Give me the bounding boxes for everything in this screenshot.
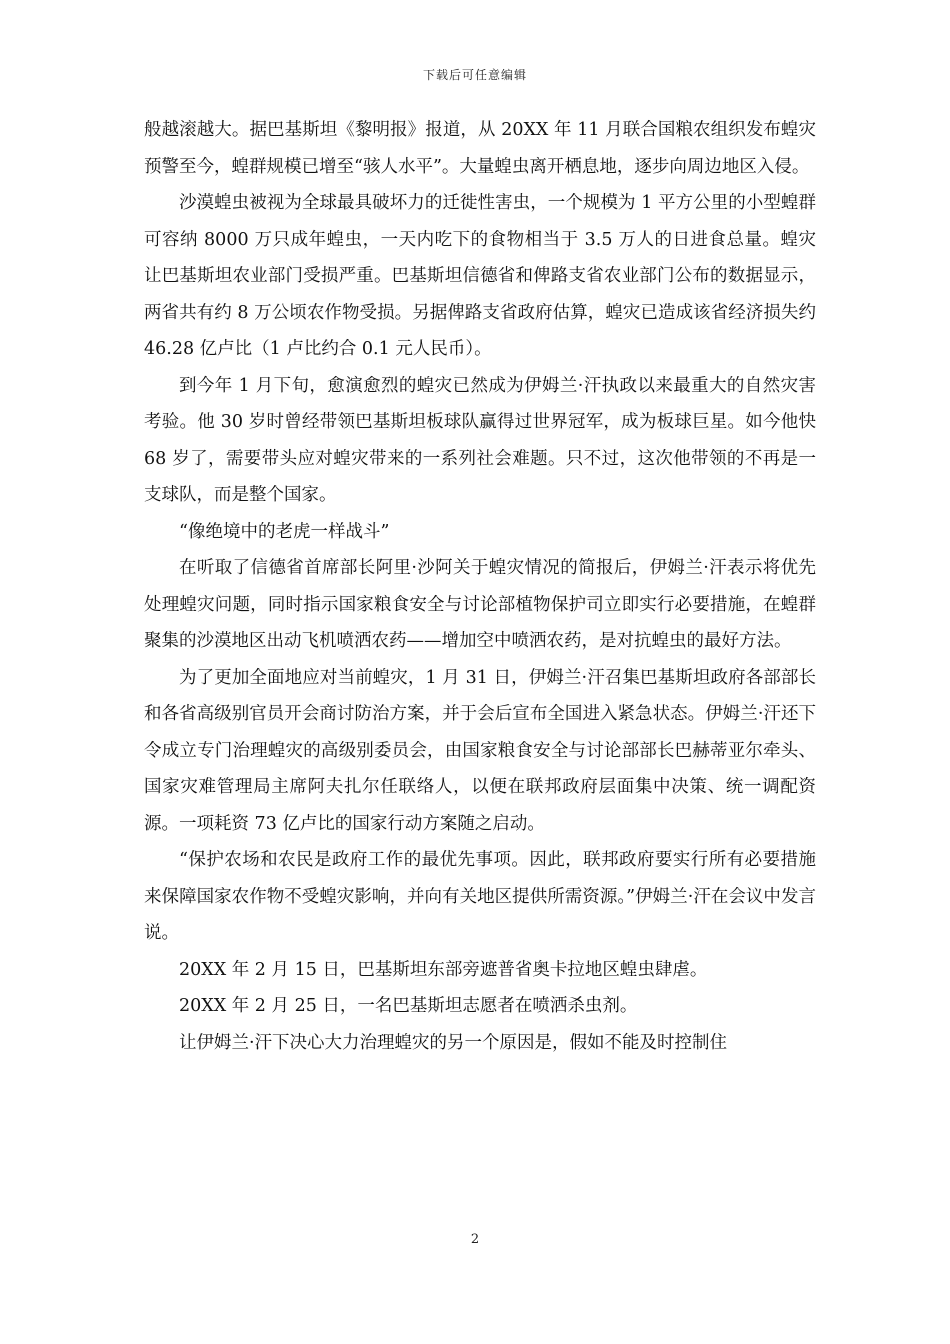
paragraph-1: 般越滚越大。据巴基斯坦《黎明报》报道，从 20XX 年 11 月联合国粮农组织发布蝗灾预警至今，蝗群规模已增至“骇人水平”。大量蝗虫离开栖息地，逐步向周边地区入侵。 — [144, 120, 816, 177]
paragraph-3: 到今年 1 月下旬，愈演愈烈的蝗灾已然成为伊姆兰·汗执政以来最重大的自然灾害考验。他 30 岁时曾经带领巴基斯坦板球队赢得过世界冠军，成为板球巨星。如今他快 68 岁了，需要带头应对蝗灾带来的一系列社会难题。只不过，这次他带领的不再是一支球队，而是整个国家。 — [144, 375, 816, 505]
paragraph-9: 让伊姆兰·汗下决心大力治理蝗灾的另一个原因是，假如不能及时控制住 — [179, 1032, 728, 1053]
paragraph-2: 沙漠蝗虫被视为全球最具破坏力的迁徙性害虫，一个规模为 1 平方公里的小型蝗群可容纳 8000 万只成年蝗虫，一天内吃下的食物相当于 3.5 万人的日进食总量。蝗灾让巴基斯坦农业部门受损严重。巴基斯坦信德省和俾路支省农业部门公布的数据显示，两省共有约 8 万公顷农作物受损。另据俾路支省政府估算，蝗灾已造成该省经济损失约 46.28 亿卢比（1 卢比约合 0.1 元人民币）。 — [144, 193, 816, 359]
paragraph-8-caption: 20XX 年 2 月 25 日，一名巴基斯坦志愿者在喷洒杀虫剂。 — [179, 996, 638, 1016]
document-body — [144, 112, 816, 1061]
paragraph-7-caption: 20XX 年 2 月 15 日，巴基斯坦东部旁遮普省奥卡拉地区蝗虫肆虐。 — [179, 959, 708, 980]
paragraph-5: 为了更加全面地应对当前蝗灾，1 月 31 日，伊姆兰·汗召集巴基斯坦政府各部部长和各省高级别官员开会商讨防治方案，并于会后宣布全国进入紧急状态。伊姆兰·汗还下令成立专门治理蝗灾的高级别委员会，由国家粮食安全与讨论部部长巴赫蒂亚尔牵头、国家灾难管理局主席阿夫扎尔任联络人，以便在联邦政府层面集中决策、统一调配资源。一项耗资 73 亿卢比的国家行动方案随之启动。 — [144, 667, 816, 834]
page-number: 2 — [470, 1232, 480, 1247]
paragraph-6-quote: “保护农场和农民是政府工作的最优先事项。因此，联邦政府要实行所有必要措施来保障国家农作物不受蝗灾影响，并向有关地区提供所需资源。”伊姆兰·汗在会议中发言说。 — [144, 850, 816, 943]
page-header: 下载后可任意编辑 — [422, 68, 527, 82]
paragraph-4: 在听取了信德省首席部长阿里·沙阿关于蝗灾情况的简报后，伊姆兰·汗表示将优先处理蝗灾问题，同时指示国家粮食安全与讨论部植物保护司立即实行必要措施，在蝗群聚集的沙漠地区出动飞机喷洒农药——增加空中喷洒农药，是对抗蝗虫的最好方法。 — [144, 558, 816, 651]
section-heading: “像绝境中的老虎一样战斗” — [179, 521, 390, 542]
